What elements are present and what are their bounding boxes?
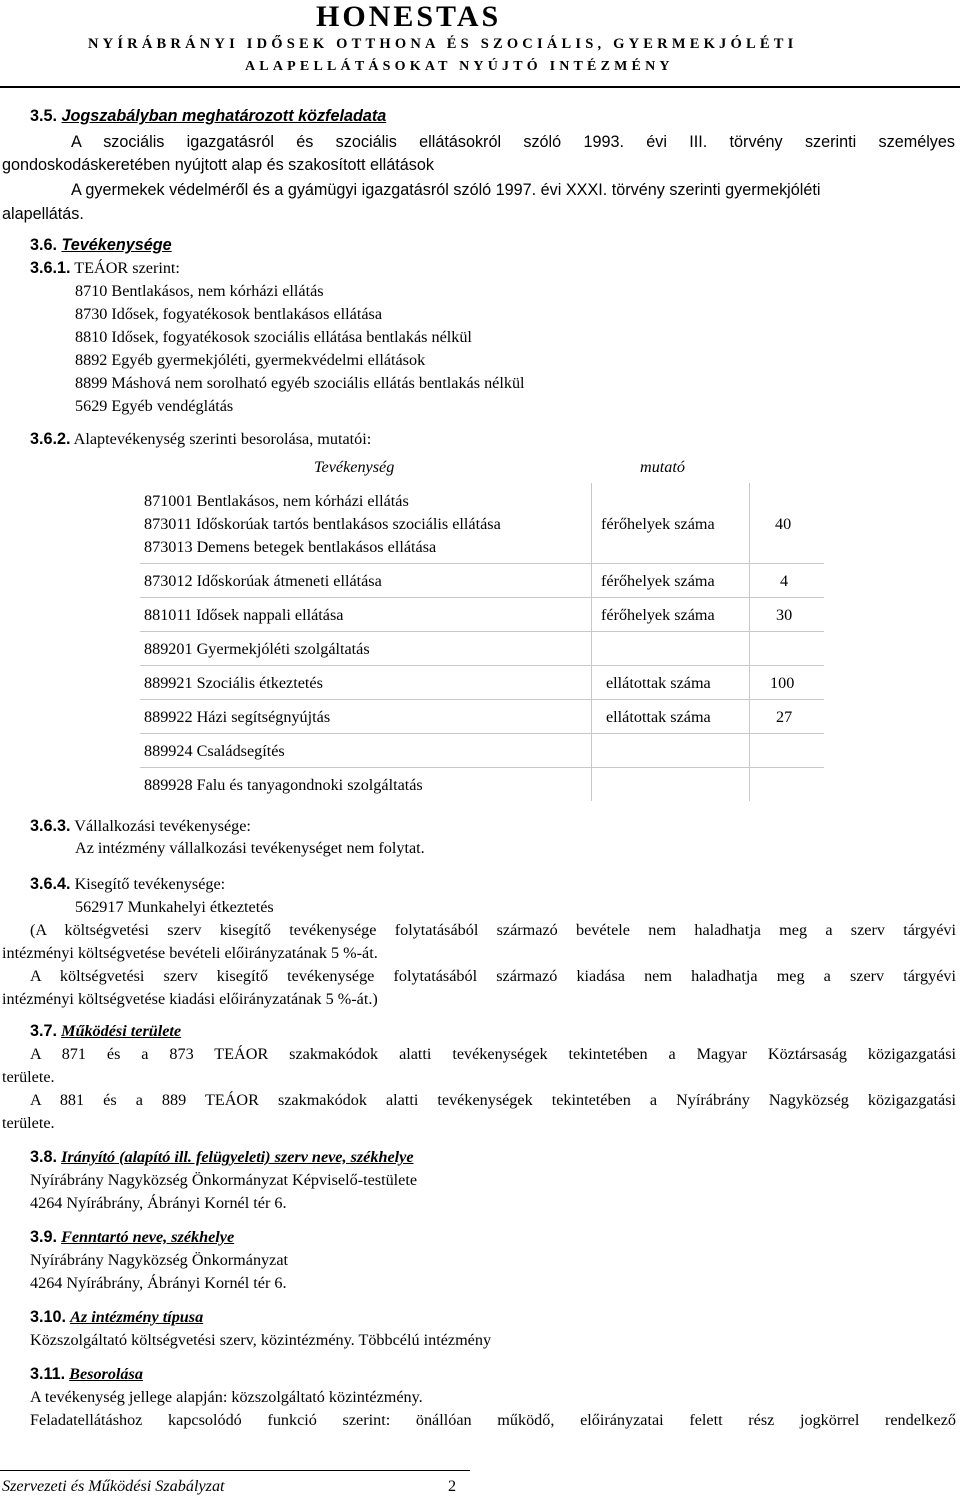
activity-table: [140, 483, 824, 801]
s311-line-1: A tevékenység jellege alapján: közszolgáltató közintézmény.: [30, 1388, 423, 1406]
subsection-number: 3.6.4.: [30, 875, 71, 893]
s35-paragraph-2a: A gyermekek védelméről és a gyámügyi igazgatásról szóló 1997. évi XXXI. törvény szerinti gyermekjóléti: [71, 181, 821, 199]
section-3-10-heading: [30, 1307, 203, 1327]
s37-paragraph-2b: területe.: [2, 1114, 55, 1132]
s37-paragraph-1b: területe.: [2, 1068, 55, 1086]
table-row-activity: 889201 Gyermekjóléti szolgáltatás: [144, 640, 370, 658]
header-line-1: NYÍRÁBRÁNYI IDŐSEK OTTHONA ÉS SZOCIÁLIS, GYERMEKJÓLÉTI: [88, 36, 798, 52]
section-3-6-1-heading: [30, 258, 180, 278]
section-number: 3.5.: [30, 107, 58, 125]
table-row-activity: 873011 Időskorúak tartós bentlakásos szociális ellátása: [144, 515, 501, 533]
s363-text: Az intézmény vállalkozási tevékenységet nem folytat.: [75, 839, 425, 857]
section-3-7-heading: [30, 1021, 181, 1041]
s364-paragraph-2a: A költségvetési szerv kisegítő tevékenysége folytatásából származó kiadása nem haladhatja meg a szerv tárgyévi: [30, 967, 956, 985]
footer-title: Szervezeti és Működési Szabályzat: [2, 1477, 225, 1495]
table-row-value: 40: [775, 515, 792, 533]
s364-paragraph-2b: intézményi költségvetése kiadási előirányzatának 5 %-át.): [2, 990, 378, 1008]
table-hline: [140, 631, 824, 632]
s38-line-1: Nyírábrány Nagyközség Önkormányzat Képviselő-testülete: [30, 1171, 418, 1189]
section-title: Jogszabályban meghatározott közfeladata: [61, 107, 387, 125]
section-title: Működési területe: [61, 1022, 182, 1040]
table-hline: [140, 597, 824, 598]
s38-line-2: 4264 Nyírábrány, Ábrányi Kornél tér 6.: [30, 1194, 287, 1212]
teaor-item: 8899 Máshová nem sorolható egyéb szociális ellátás bentlakás nélkül: [75, 374, 525, 392]
logo-text: HONESTAS: [316, 0, 502, 33]
section-3-6-4-heading: [30, 874, 225, 894]
table-row-indicator: férőhelyek száma: [601, 606, 715, 624]
teaor-item: 8810 Idősek, fogyatékosok szociális ellátása bentlakás nélkül: [75, 328, 472, 346]
section-number: 3.7.: [30, 1022, 58, 1040]
header-line-2: ALAPELLÁTÁSOKAT NYÚJTÓ INTÉZMÉNY: [245, 59, 674, 74]
section-number: 3.8.: [30, 1148, 58, 1166]
section-3-6-2-heading: [30, 429, 371, 449]
section-number: 3.6.: [30, 236, 58, 254]
teaor-item: 5629 Egyéb vendéglátás: [75, 397, 234, 415]
section-3-11-heading: [30, 1364, 143, 1384]
s39-line-1: Nyírábrány Nagyközség Önkormányzat: [30, 1251, 289, 1269]
subsection-label: Kisegítő tevékenysége:: [74, 875, 226, 893]
section-3-6-3-heading: [30, 816, 251, 836]
table-row-activity: 873012 Időskorúak átmeneti ellátása: [144, 572, 382, 590]
s364-item: 562917 Munkahelyi étkeztetés: [75, 898, 274, 916]
subsection-label: TEÁOR szerint:: [74, 259, 180, 277]
table-row-activity: 871001 Bentlakásos, nem kórházi ellátás: [144, 492, 409, 510]
table-row-activity: 889922 Házi segítségnyújtás: [144, 708, 331, 726]
s364-paragraph-1a: (A költségvetési szerv kisegítő tevékenysége folytatásából származó bevétele nem haladhatja meg a szerv tárgyévi: [30, 921, 956, 939]
table-row-indicator: ellátottak száma: [606, 674, 711, 692]
subsection-label: Vállalkozási tevékenysége:: [74, 817, 251, 835]
s35-paragraph-1a: A szociális igazgatásról és szociális ellátásokról szóló 1993. évi III. törvény szerinti személyes: [71, 133, 955, 151]
section-number: 3.11.: [30, 1365, 66, 1383]
section-title: Fenntartó neve, székhelye: [61, 1228, 235, 1246]
table-hline: [140, 665, 824, 666]
table-row-activity: 881011 Idősek nappali ellátása: [144, 606, 344, 624]
s39-line-2: 4264 Nyírábrány, Ábrányi Kornél tér 6.: [30, 1274, 287, 1292]
subsection-number: 3.6.3.: [30, 817, 71, 835]
s35-paragraph-2b: alapellátás.: [2, 205, 84, 223]
teaor-item: 8710 Bentlakásos, nem kórházi ellátás: [75, 282, 324, 300]
table-row-value: 27: [776, 708, 793, 726]
teaor-item: 8730 Idősek, fogyatékosok bentlakásos ellátása: [75, 305, 383, 323]
table-row-value: 100: [770, 674, 795, 692]
s364-paragraph-1b: intézményi költségvetése bevételi előirányzatának 5 %-át.: [2, 944, 378, 962]
section-title: Besorolása: [69, 1365, 143, 1383]
table-header-activity: Tevékenység: [314, 458, 395, 476]
teaor-item: 8892 Egyéb gyermekjóléti, gyermekvédelmi ellátások: [75, 351, 426, 369]
table-row-value: 4: [780, 572, 789, 590]
table-vline: [749, 483, 750, 801]
section-title: Irányító (alapító ill. felügyeleti) szerv neve, székhelye: [61, 1148, 414, 1166]
page-header: [0, 0, 960, 90]
section-3-8-heading: [30, 1147, 414, 1167]
table-row-indicator: férőhelyek száma: [601, 515, 715, 533]
table-vline: [591, 483, 592, 801]
table-hline: [140, 733, 824, 734]
s310-line-1: Közszolgáltató költségvetési szerv, közintézmény. Többcélú intézmény: [30, 1331, 492, 1349]
s311-line-2: Feladatellátáshoz kapcsolódó funkció szerint: önállóan működő, előirányzatai felett rész jogkörrel rendelkező: [30, 1411, 956, 1429]
section-3-6-heading: [30, 235, 172, 255]
section-title: Tevékenysége: [61, 236, 172, 254]
header-rule: [0, 86, 960, 88]
table-row-indicator: ellátottak száma: [606, 708, 711, 726]
section-3-5-heading: [30, 106, 386, 126]
s37-paragraph-2a: A 881 és a 889 TEÁOR szakmakódok alatti tevékenységek tekintetében a Nyírábrány Nagyközség közigazgatási: [30, 1091, 956, 1109]
s37-paragraph-1a: A 871 és a 873 TEÁOR szakmakódok alatti tevékenységek tekintetében a Magyar Köztársaság közigazgatási: [30, 1045, 956, 1063]
section-title: Az intézmény típusa: [70, 1308, 204, 1326]
subsection-label: Alaptevékenység szerinti besorolása, mutatói:: [73, 430, 372, 448]
footer-page-number: 2: [448, 1477, 457, 1495]
table-hline: [140, 699, 824, 700]
section-3-9-heading: [30, 1227, 234, 1247]
table-header-indicator: mutató: [640, 458, 685, 476]
subsection-number: 3.6.1.: [30, 259, 71, 277]
footer-rule: [0, 1470, 470, 1471]
section-number: 3.10.: [30, 1308, 67, 1326]
table-row-activity: 889924 Családsegítés: [144, 742, 285, 760]
subsection-number: 3.6.2.: [30, 430, 71, 448]
table-row-indicator: férőhelyek száma: [601, 572, 715, 590]
s35-paragraph-1b: gondoskodáskeretében nyújtott alap és szakosított ellátások: [2, 156, 434, 174]
section-number: 3.9.: [30, 1228, 58, 1246]
table-hline: [140, 563, 824, 564]
table-row-activity: 873013 Demens betegek bentlakásos ellátása: [144, 538, 437, 556]
table-hline: [140, 767, 824, 768]
table-row-value: 30: [776, 606, 793, 624]
table-row-activity: 889928 Falu és tanyagondnoki szolgáltatás: [144, 776, 423, 794]
table-row-activity: 889921 Szociális étkeztetés: [144, 674, 323, 692]
